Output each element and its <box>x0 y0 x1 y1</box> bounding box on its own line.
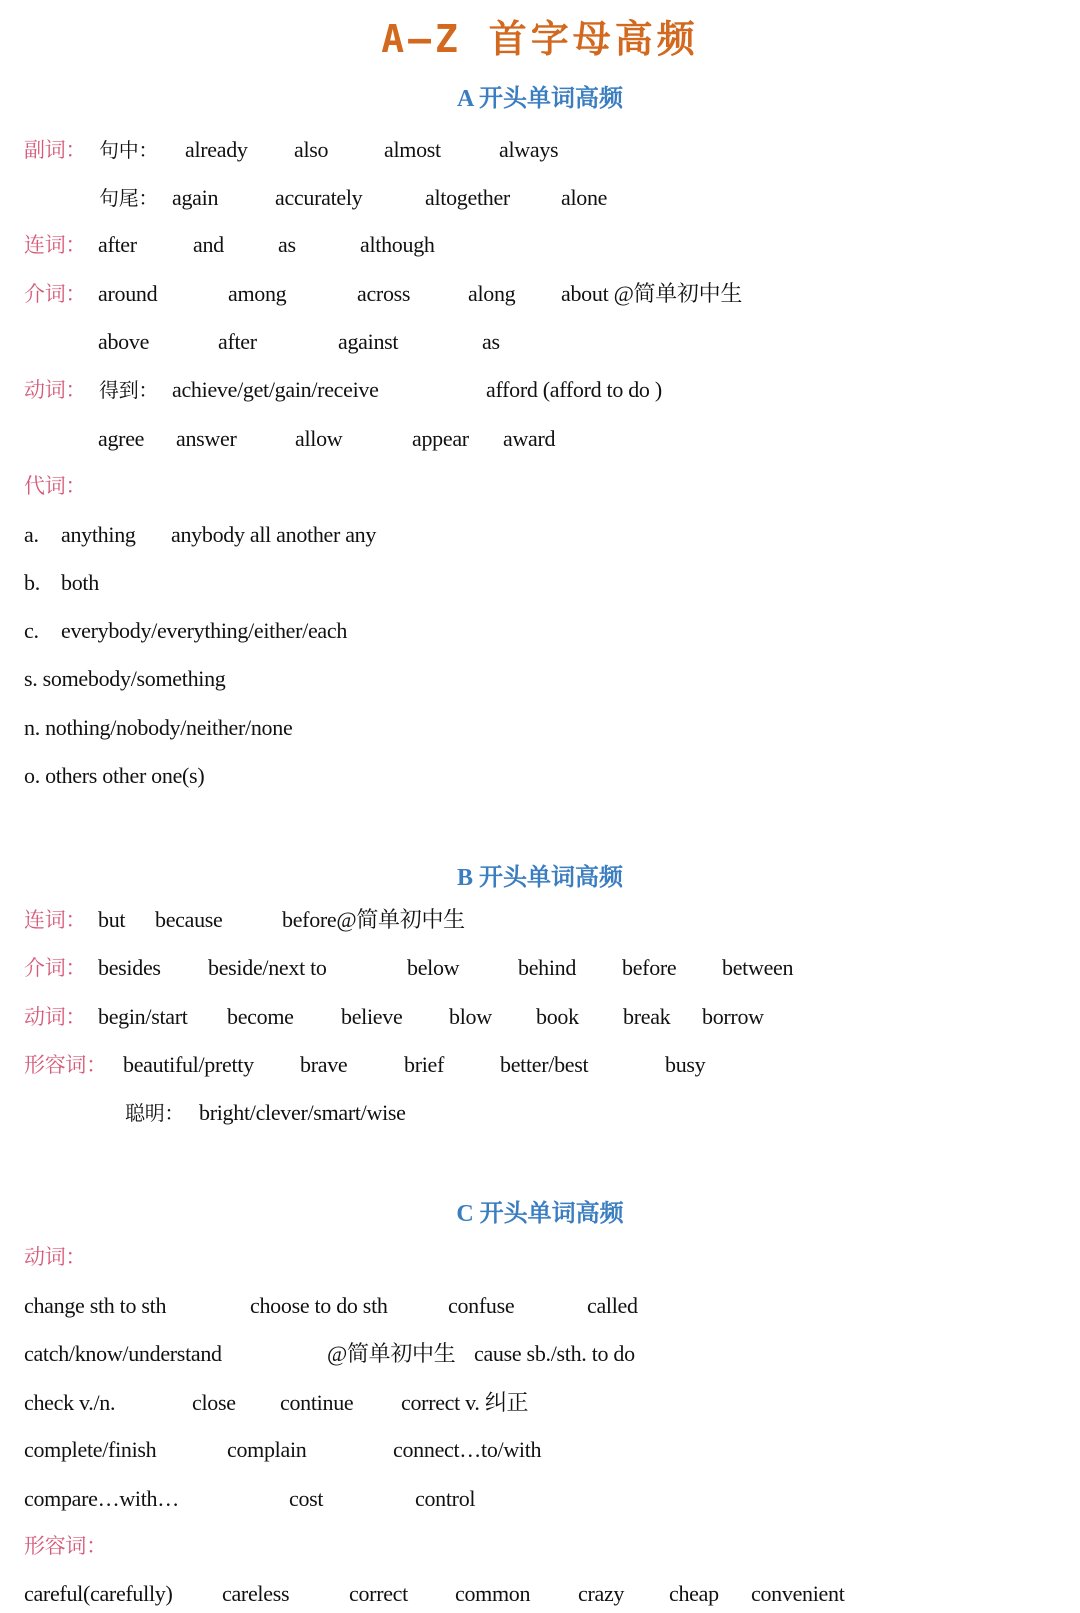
word-entry: accurately <box>275 185 363 210</box>
word-entry: although <box>360 232 435 257</box>
word-entry: behind <box>518 955 577 980</box>
word-entry: among <box>228 281 287 306</box>
word-entry: allow <box>295 426 343 451</box>
category-label: 连词： <box>24 233 87 257</box>
word-entry: after <box>98 232 137 257</box>
word-entry: brave <box>300 1052 348 1077</box>
word-entry: agree <box>98 426 145 451</box>
word-entry: because <box>155 907 223 932</box>
category-label: 形容词： <box>24 1534 107 1558</box>
word-entry: bright/clever/smart/wise <box>199 1100 406 1125</box>
word-entry: s. somebody/something <box>24 666 226 691</box>
word-entry: complete/finish <box>24 1437 157 1462</box>
word-entry: crazy <box>578 1581 625 1606</box>
word-entry: everybody/everything/either/each <box>61 618 348 643</box>
word-entry: and <box>193 232 224 257</box>
word-entry: between <box>722 955 794 980</box>
word-entry: cause sb./sth. to do <box>474 1341 635 1366</box>
word-entry: common <box>455 1581 531 1606</box>
word-entry: correct v. 纠正 <box>401 1390 529 1415</box>
word-entry: against <box>338 329 399 354</box>
word-entry: as <box>482 329 500 354</box>
word-entry: beautiful/pretty <box>123 1052 254 1077</box>
word-entry: always <box>499 137 559 162</box>
word-entry: below <box>407 955 460 980</box>
word-entry: 得到： <box>99 378 159 402</box>
word-entry: complain <box>227 1437 307 1462</box>
word-entry: before <box>622 955 677 980</box>
word-entry: begin/start <box>98 1004 188 1029</box>
word-entry: believe <box>341 1004 403 1029</box>
category-label: 动词： <box>24 378 87 402</box>
word-entry: across <box>357 281 411 306</box>
word-entry: choose to do sth <box>250 1293 388 1318</box>
word-entry: blow <box>449 1004 492 1029</box>
word-entry: but <box>98 907 126 932</box>
word-entry: achieve/get/gain/receive <box>172 377 379 402</box>
word-entry: anything <box>61 522 136 547</box>
word-entry: convenient <box>751 1581 845 1606</box>
word-entry: cost <box>289 1486 324 1511</box>
word-entry: 句中： <box>99 138 159 162</box>
word-entry: altogether <box>425 185 510 210</box>
category-label: 介词： <box>24 956 87 980</box>
word-entry: afford (afford to do ) <box>486 377 662 402</box>
category-label: 动词： <box>24 1005 87 1029</box>
word-entry: continue <box>280 1390 354 1415</box>
word-entry: after <box>218 329 257 354</box>
word-entry: 句尾： <box>99 186 159 210</box>
word-entry: along <box>468 281 516 306</box>
category-label: 动词： <box>24 1245 87 1269</box>
word-entry: control <box>415 1486 476 1511</box>
word-entry: anybody all another any <box>171 522 377 547</box>
word-entry: borrow <box>702 1004 764 1029</box>
word-entry: break <box>623 1004 671 1029</box>
word-entry: award <box>503 426 556 451</box>
word-entry: b. <box>24 570 40 595</box>
word-entry: n. nothing/nobody/neither/none <box>24 715 293 740</box>
word-entry: as <box>278 232 296 257</box>
word-entry: called <box>587 1293 638 1318</box>
word-entry: both <box>61 570 99 595</box>
word-entry: already <box>185 137 248 162</box>
word-entry: book <box>536 1004 579 1029</box>
word-entry: appear <box>412 426 469 451</box>
page-title: A—Z 首字母高频 <box>381 17 699 61</box>
word-entry: alone <box>561 185 608 210</box>
word-entry: again <box>172 185 219 210</box>
word-entry: around <box>98 281 158 306</box>
section-heading-b: B 开头单词高频 <box>456 865 623 891</box>
word-entry: brief <box>404 1052 445 1077</box>
word-entry: above <box>98 329 150 354</box>
word-entry: beside/next to <box>208 955 327 980</box>
word-entry: check v./n. <box>24 1390 116 1415</box>
word-entry: become <box>227 1004 294 1029</box>
category-label: 形容词： <box>24 1053 107 1077</box>
word-entry: cheap <box>669 1581 719 1606</box>
word-entry: about @简单初中生 <box>561 281 743 306</box>
word-entry: before@简单初中生 <box>282 907 465 932</box>
word-entry: almost <box>384 137 441 162</box>
section-heading-c: C 开头单词高频 <box>456 1201 624 1227</box>
word-entry: catch/know/understand <box>24 1341 222 1366</box>
word-entry: o. others other one(s) <box>24 763 205 788</box>
word-entry: confuse <box>448 1293 515 1318</box>
word-entry: correct <box>349 1581 408 1606</box>
category-label: 连词： <box>24 908 87 932</box>
word-entry: careful(carefully) <box>24 1581 173 1606</box>
word-entry: careless <box>222 1581 290 1606</box>
word-entry: also <box>294 137 329 162</box>
word-entry: @简单初中生 <box>327 1341 456 1366</box>
word-entry: connect…to/with <box>393 1437 542 1462</box>
word-entry: c. <box>24 618 39 643</box>
word-entry: a. <box>24 522 39 547</box>
category-label: 介词： <box>24 282 87 306</box>
word-entry: 聪明： <box>125 1101 185 1125</box>
word-entry: better/best <box>500 1052 589 1077</box>
word-entry: close <box>192 1390 236 1415</box>
word-entry: change sth to sth <box>24 1293 167 1318</box>
word-entry: answer <box>176 426 237 451</box>
section-heading-a: A 开头单词高频 <box>456 86 623 112</box>
word-entry: busy <box>665 1052 706 1077</box>
word-entry: compare…with… <box>24 1486 179 1511</box>
word-entry: besides <box>98 955 161 980</box>
category-label: 副词： <box>24 138 87 162</box>
category-label: 代词： <box>24 474 87 498</box>
